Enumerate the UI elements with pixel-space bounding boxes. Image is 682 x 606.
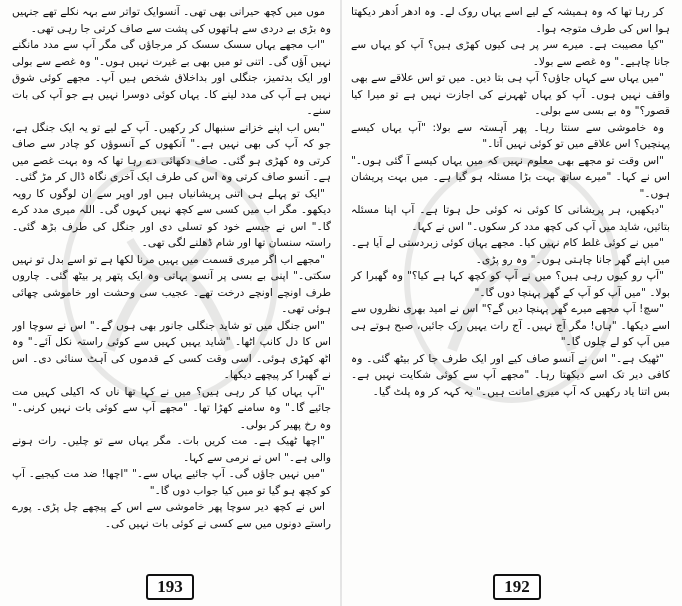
paragraph: اس نے کچھ دیر سوچا پھر خاموشی سے اس کے پیچھے چل پڑی۔ پورے راستے دونوں میں سے کسی نے کوئی بات نہیں کی۔ xyxy=(12,501,331,530)
paragraph: کر رہا تھا کہ وہ ہمیشہ کے لیے اسے یہاں روک لے۔ وہ ادھر اُدھر دیکھتا ہوا اس کی طرف متوجہ ہوا۔ xyxy=(351,6,670,35)
paragraph: "ایک تو پہلے ہی اتنی پریشانیاں ہیں اور اوپر سے ان لوگوں کا رویہ دیکھو۔ مگر اب میں کسی سے کچھ نہیں کہوں گی۔ اللہ میری مدد کرے گا۔" اس نے جیسے خود کو تسلی دی اور جنگل کی طرف بڑھ گئی۔ راستہ سنسان تھا اور شام ڈھلنے لگی تھی۔ xyxy=(12,187,331,249)
paragraph: "آپ رو کیوں رہی ہیں؟ میں نے آپ کو کچھ کہا ہے کیا؟" وہ گھبرا کر بولا۔ "میں آپ کو آپ کے گھر پہنچا دوں گا۔" xyxy=(351,270,670,299)
paragraph: "میں نہیں جاؤں گی۔ آپ جائیے یہاں سے۔" "اچھا! ضد مت کیجیے۔ آپ کو کچھ ہو گیا تو میں کیا جواب دوں گا۔" xyxy=(12,468,331,497)
paragraph: "میں نے کوئی غلط کام نہیں کیا۔ مجھے یہاں کوئی زبردستی لے آیا ہے۔ میں اپنے گھر جانا چاہتی ہوں۔" وہ رو پڑی۔ xyxy=(351,237,670,266)
paragraph: "سچ! آپ مجھے میرے گھر پہنچا دیں گے؟" اس نے امید بھری نظروں سے اسے دیکھا۔ "ہاں! مگر آج نہیں۔ آج رات یہیں رک جائیں، صبح ہوتے ہی میں آپ کو لے چلوں گا۔" xyxy=(351,303,670,348)
paragraph: "مجھے اب اگر میری قسمت میں یہیں مرنا لکھا ہے تو اسے بدل تو نہیں سکتی۔" اپنی بے بسی پر آنسو بہاتی وہ ایک پتھر پر بیٹھ گئی۔ چاروں طرف اونچے اونچے درخت تھے۔ عجیب سی وحشت اور خاموشی چھائی ہوئی تھی۔ xyxy=(12,253,331,315)
paragraph: "میں یہاں سے کہاں جاؤں؟ آپ ہی بتا دیں۔ میں تو اس علاقے سے بھی واقف نہیں ہوں۔ آپ کو یہاں ٹھہرنے کی اجازت نہیں ہے تو میرا کیا قصور؟" وہ بے بسی سے بولی۔ xyxy=(351,72,670,117)
paragraph: "ٹھیک ہے۔" اس نے آنسو صاف کیے اور ایک طرف جا کر بیٹھ گئی۔ وہ کافی دیر تک اسے دیکھتا رہا۔ "مجھے آپ سے کوئی شکایت نہیں ہے۔ بس اتنا یاد رکھیں کہ آپ میری امانت ہیں۔" یہ کہہ کر وہ پلٹ گیا۔ xyxy=(351,352,670,398)
paragraph: "اس جنگل میں تو شاید جنگلی جانور بھی ہوں گے۔" اس نے سوچا اور اس کا دل کانپ اٹھا۔ "شاید یہیں کہیں سے کوئی راستہ نکل آئے۔" وہ اٹھ کھڑی ہوئی۔ اسی وقت کسی کے قدموں کی آہٹ سنائی دی۔ اس نے گھبرا کر پیچھے دیکھا۔ xyxy=(12,319,331,381)
left-page-text xyxy=(12,4,331,559)
paragraph: موں میں کچھ حیرانی بھی تھی۔ آنسوایک تواتر سے بہہ نکلے تھے جنہیں وہ بڑی بے دردی سے ہاتھوں کی پشت سے صاف کرتی جا رہی تھی۔ xyxy=(12,6,331,35)
page-number-right: 192 xyxy=(493,574,541,600)
right-page xyxy=(341,0,682,606)
paragraph: "دیکھیں، ہر پریشانی کا کوئی نہ کوئی حل ہوتا ہے۔ آپ اپنا مسئلہ بتائیں، شاید میں آپ کی کچھ مدد کر سکوں۔" اس نے کہا۔ xyxy=(351,204,670,233)
paragraph: "اب مجھے یہاں سسک سسک کر مرجاؤں گی مگر آپ سے مدد مانگنے نہیں آؤں گی۔ اتنی تو میں بھی بے غیرت نہیں ہوں۔" وہ غصے سے بولی اور ایک بدتمیز، جنگلی اور بداخلاق شخص ہیں آپ۔ مجھے کوئی شوق نہیں ہے آپ کی مدد لینے کا۔ یہاں کوئی دوسرا نہیں ہے جو آپ کی بات سنے۔ xyxy=(12,39,331,117)
paragraph: وہ خاموشی سے سنتا رہا۔ پھر آہستہ سے بولا: "آپ یہاں کیسے پہنچیں؟ اس علاقے میں تو کوئی نہیں آتا۔" xyxy=(351,121,670,150)
right-page-text xyxy=(351,4,670,559)
page-number-left: 193 xyxy=(146,574,194,600)
paragraph: "اچھا ٹھیک ہے۔ مت کریں بات۔ مگر یہاں سے تو چلیں۔ رات ہونے والی ہے۔" اس نے نرمی سے کہا۔ xyxy=(12,435,331,464)
paragraph: "بس اب اپنے خزانے سنبھال کر رکھیں۔ آپ کے لیے تو یہ ایک جنگل ہے، جو کہ آپ کی بھی نہیں ہے۔" آنکھوں کے آنسوؤں کو چادر سے صاف کرتی وہ کھڑی ہو گئی۔ صاف دکھائی دے رہا تھا کہ وہ بہت غصے میں ہے۔ آنسو صاف کرتی وہ اس کی طرف ایک آخری نگاہ ڈال کر مڑ گئی۔ xyxy=(12,121,331,183)
paragraph: "آپ یہاں کیا کر رہی ہیں؟ میں نے کہا تھا ناں کہ اکیلی کہیں مت جائیے گا۔" وہ سامنے کھڑا تھا۔ "مجھے آپ سے کوئی بات نہیں کرنی۔" وہ رخ پھیر کر بولی۔ xyxy=(12,385,331,431)
paragraph: "اس وقت تو مجھے بھی معلوم نہیں کہ میں یہاں کیسے آ گئی ہوں۔" اس نے کہا۔ "میرے ساتھ بہت بڑا مسئلہ ہو گیا ہے۔ میں بہت پریشان ہوں۔" xyxy=(351,154,670,200)
paragraph: "کیا مصیبت ہے۔ میرے سر پر ہی کیوں کھڑی ہیں؟ آپ کو یہاں سے جانا چاہیے۔" وہ غصے سے بولا۔ xyxy=(351,39,670,68)
